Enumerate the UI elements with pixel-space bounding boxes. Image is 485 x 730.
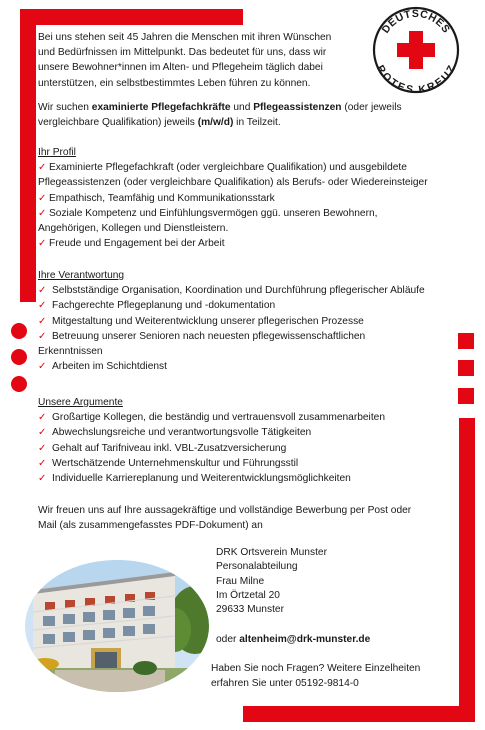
check-icon: ✓ [38, 285, 47, 297]
section-title: Ihre Verantwortung [38, 270, 125, 281]
section-title: Unsere Argumente [38, 397, 123, 408]
check-icon: ✓ [38, 330, 47, 342]
list-item [38, 471, 448, 486]
frame-bar-top [20, 9, 243, 25]
list-item-text: Wertschätzende Unternehmenskultur und Führungsstil [52, 457, 299, 469]
list-item [38, 359, 448, 374]
list-item [38, 160, 448, 190]
list-item-text: Examinierte Pflegefachkraft (oder vergleichbare Qualifikation) und ausgebildete [49, 162, 407, 174]
check-icon: ✓ [38, 207, 47, 219]
list-item-text: Selbstständige Organisation, Koordination und Durchführung pflegerischer Abläufe [52, 285, 425, 297]
offer-text: Wir suchen [38, 102, 92, 113]
address-line: 29633 Munster [216, 604, 284, 616]
list-item [38, 191, 448, 206]
offer-text: in Teilzeit. [233, 117, 281, 129]
list-item-text: Angehörigen, Kollegen und Dienstleistern. [38, 223, 229, 235]
list-item [38, 456, 448, 471]
address-line: Im Örtzetal 20 [216, 589, 280, 601]
offer-gender: (m/w/d) [197, 117, 234, 129]
list-item-text: Abwechslungsreiche und verantwortungsvolle Tätigkeiten [52, 427, 312, 439]
list-item [38, 410, 448, 425]
email-line [216, 634, 370, 645]
list-item [38, 298, 448, 313]
list-item [38, 329, 448, 359]
logo-top-text: DEUTSCHES [379, 7, 453, 36]
offer-text: vergleichbare Qualifikation) jeweils [38, 117, 198, 129]
logo-bottom-text: ROTES KREUZ [373, 63, 459, 95]
address-line: Personalabteilung [216, 561, 298, 573]
list-item [38, 425, 448, 440]
list-item-text: Gehalt auf Tarifniveau inkl. VBL-Zusatzversicherung [52, 442, 287, 454]
list-item [38, 206, 448, 236]
check-icon: ✓ [38, 361, 47, 373]
decor-square [458, 333, 474, 349]
email-prefix: oder [216, 634, 240, 645]
list-item-text: Pflegeassistenzen (oder vergleichbare Qualifikation) als Berufs- oder Wiedereinsteiger [38, 177, 428, 189]
list-item-text: Individuelle Karriereplanung und Weiterentwicklungsmöglichkeiten [52, 473, 351, 485]
list-item [38, 441, 448, 456]
questions-line: erfahren Sie unter 05192-9814-0 [211, 678, 359, 689]
check-icon: ✓ [38, 315, 47, 327]
frame-bar-right [459, 418, 475, 722]
check-icon: ✓ [38, 162, 47, 174]
check-icon: ✓ [38, 473, 47, 485]
offer-role-2: Pflegeassistenzen [253, 102, 342, 113]
section-argumente [38, 395, 448, 486]
check-icon: ✓ [38, 442, 47, 454]
list-item-text: Freude und Engagement bei der Arbeit [49, 238, 225, 250]
decor-dot [11, 376, 27, 392]
check-icon: ✓ [38, 427, 47, 439]
check-icon: ✓ [38, 192, 47, 204]
decor-dot [11, 349, 27, 365]
list-item-text: Empathisch, Teamfähig und Kommunikationsstark [49, 192, 275, 204]
list-item-text: Arbeiten im Schichtdienst [52, 361, 167, 373]
decor-square [458, 388, 474, 404]
list-item [38, 283, 448, 298]
offer-text: und [230, 102, 254, 113]
list-item-text: Großartige Kollegen, die beständig und vertrauensvoll zusammenarbeiten [52, 412, 385, 424]
drk-logo [371, 5, 461, 95]
intro-paragraph [38, 30, 368, 91]
check-icon: ✓ [38, 412, 47, 424]
list-item-text: Soziale Kompetenz und Einfühlungsvermögen ggü. unseren Bewohnern, [49, 207, 378, 219]
check-icon: ✓ [38, 300, 47, 312]
postal-address [216, 546, 327, 617]
check-icon: ✓ [38, 457, 47, 469]
section-title: Ihr Profil [38, 147, 76, 158]
list-item [38, 314, 448, 329]
offer-text: (oder jeweils [341, 102, 402, 113]
intro-line: und Bedürfnissen im Mittelpunkt. Das bedeutet für uns, dass wir [38, 47, 327, 59]
list-item-text: Fachgerechte Pflegeplanung und -dokumentation [52, 300, 276, 312]
check-icon: ✓ [38, 238, 47, 250]
section-verantwortung [38, 268, 448, 374]
frame-bar-left [20, 9, 36, 302]
list-item-text: Betreuung unserer Senioren nach neuesten pflegewissenschaftlichen [52, 330, 366, 342]
building-photo [25, 560, 209, 692]
list-item-text: Erkenntnissen [38, 346, 103, 358]
frame-bar-bottom [243, 706, 475, 722]
questions-paragraph [211, 661, 451, 691]
section-profil [38, 145, 448, 251]
questions-line: Haben Sie noch Fragen? Weitere Einzelheiten [211, 663, 421, 674]
intro-line: unterstützen, ein selbstbestimmtes Leben führen zu können. [38, 77, 311, 89]
closing-line: Wir freuen uns auf Ihre aussagekräftige und vollständige Bewerbung per Post oder [38, 505, 412, 516]
list-item [38, 236, 448, 251]
address-line: Frau Milne [216, 575, 265, 587]
intro-line: Bei uns stehen seit 45 Jahren die Menschen mit ihren Wünschen [38, 32, 332, 43]
closing-paragraph [38, 503, 448, 533]
decor-dot [11, 323, 27, 339]
intro-line: unsere Bewohner*innen im Alten- und Pflegeheim täglich dabei [38, 62, 323, 74]
offer-role-1: examinierte Pflegefachkräfte [91, 102, 231, 113]
decor-square [458, 360, 474, 376]
list-item-text: Mitgestaltung und Weiterentwicklung unserer pflegerischen Prozesse [52, 315, 364, 327]
address-line: DRK Ortsverein Munster [216, 547, 327, 558]
offer-paragraph [38, 100, 448, 130]
closing-line: Mail (als zusammengefasstes PDF-Dokument) an [38, 520, 263, 532]
email-link[interactable]: altenheim@drk-munster.de [239, 634, 371, 645]
